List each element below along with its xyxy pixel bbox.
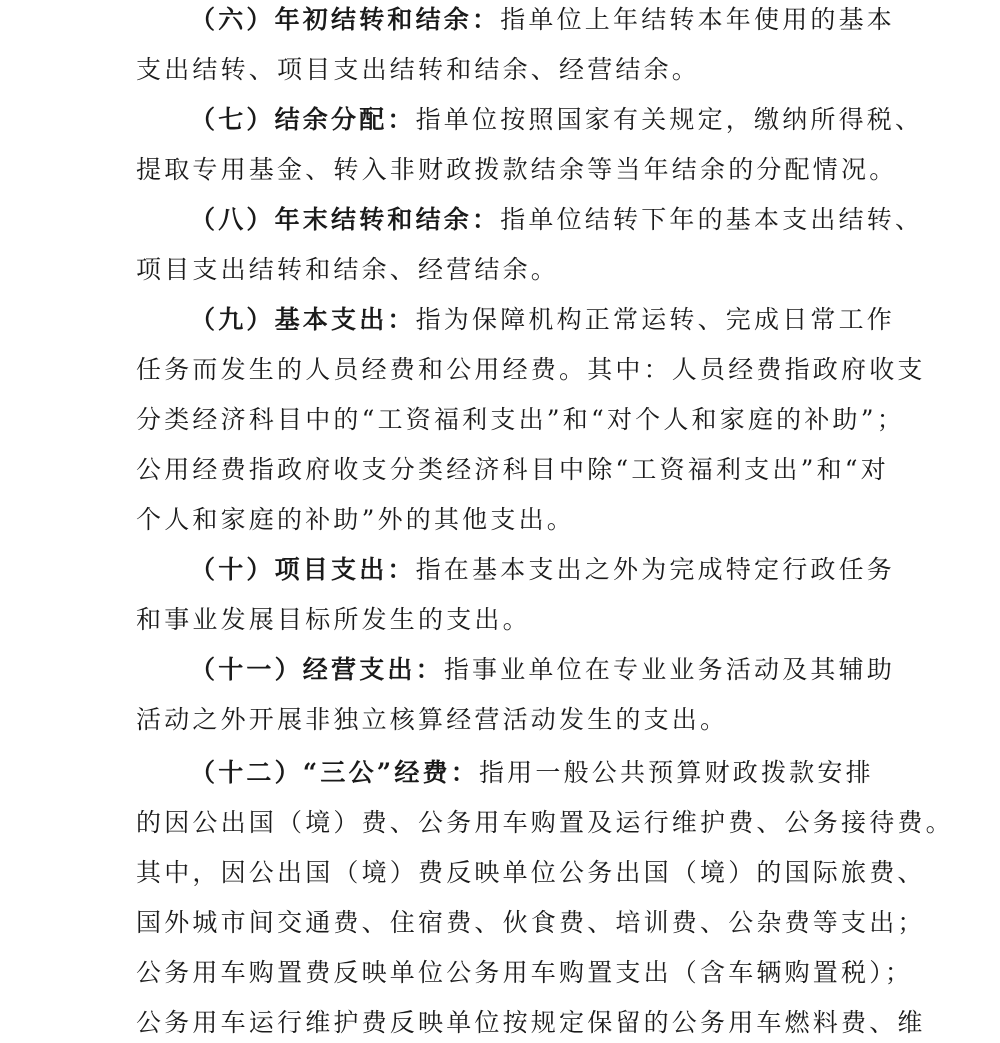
- term-heading: （九）基本支出：: [190, 305, 416, 334]
- paragraph-text: 项目支出结转和结余、经营结余。: [136, 255, 560, 284]
- term-heading: （六）年初结转和结余：: [190, 5, 501, 34]
- paragraph-text: 公用经费指政府收支分类经济科目中除“工资福利支出”和“对: [136, 455, 889, 484]
- paragraph-line: [190, 100, 923, 140]
- paragraph-text: 任务而发生的人员经费和公用经费。其中：人员经费指政府收支: [136, 355, 926, 384]
- paragraph-text: 个人和家庭的补助”外的其他支出。: [136, 505, 575, 534]
- paragraph-line: [136, 50, 700, 90]
- paragraph-line: [136, 350, 926, 390]
- paragraph-text: 指单位结转下年的基本支出结转、: [500, 205, 924, 234]
- paragraph-line: [136, 853, 926, 893]
- paragraph-text: 指在基本支出之外为完成特定行政任务: [415, 555, 896, 584]
- paragraph-text: 指单位上年结转本年使用的基本: [500, 5, 896, 34]
- paragraph-line: [136, 803, 954, 843]
- paragraph-line: [136, 250, 559, 290]
- paragraph-text: 指为保障机构正常运转、完成日常工作: [415, 305, 896, 334]
- paragraph-line: [190, 753, 874, 793]
- term-heading: （十二）“三公”经费：: [190, 758, 479, 787]
- paragraph-line: [136, 903, 926, 943]
- paragraph-line: [136, 400, 905, 440]
- paragraph-text: 公务用车运行维护费反映单位按规定保留的公务用车燃料费、维: [136, 1008, 926, 1037]
- paragraph-line: [136, 1003, 926, 1043]
- term-heading: （七）结余分配：: [190, 105, 416, 134]
- paragraph-text: 活动之外开展非独立核算经营活动发生的支出。: [136, 705, 729, 734]
- term-heading: （八）年末结转和结余：: [190, 205, 501, 234]
- paragraph-line: [136, 700, 728, 740]
- paragraph-text: 指用一般公共预算财政拨款安排: [478, 758, 874, 787]
- term-heading: （十一）经营支出：: [190, 655, 444, 684]
- paragraph-text: 的因公出国（境）费、公务用车购置及运行维护费、公务接待费。: [136, 808, 954, 837]
- paragraph-line: [136, 450, 889, 490]
- paragraph-line: [136, 600, 531, 640]
- paragraph-text: 指事业单位在专业业务活动及其辅助: [443, 655, 896, 684]
- paragraph-text: 公务用车购置费反映单位公务用车购置支出（含车辆购置税）；: [136, 958, 914, 987]
- paragraph-text: 提取专用基金、转入非财政拨款结余等当年结余的分配情况。: [136, 155, 898, 184]
- paragraph-line: [190, 0, 895, 40]
- paragraph-text: 其中，因公出国（境）费反映单位公务出国（境）的国际旅费、: [136, 858, 926, 887]
- paragraph-line: [190, 650, 895, 690]
- paragraph-text: 指单位按照国家有关规定，缴纳所得税、: [415, 105, 924, 134]
- paragraph-text: 国外城市间交通费、住宿费、伙食费、培训费、公杂费等支出；: [136, 908, 926, 937]
- paragraph-text: 支出结转、项目支出结转和结余、经营结余。: [136, 55, 701, 84]
- paragraph-text: 和事业发展目标所发生的支出。: [136, 605, 531, 634]
- paragraph-line: [190, 200, 923, 240]
- term-heading: （十）项目支出：: [190, 555, 416, 584]
- paragraph-line: [190, 550, 895, 590]
- paragraph-line: [136, 953, 913, 993]
- paragraph-line: [136, 500, 575, 540]
- paragraph-line: [136, 150, 897, 190]
- paragraph-line: [190, 300, 895, 340]
- paragraph-text: 分类经济科目中的“工资福利支出”和“对个人和家庭的补助”；: [136, 405, 905, 434]
